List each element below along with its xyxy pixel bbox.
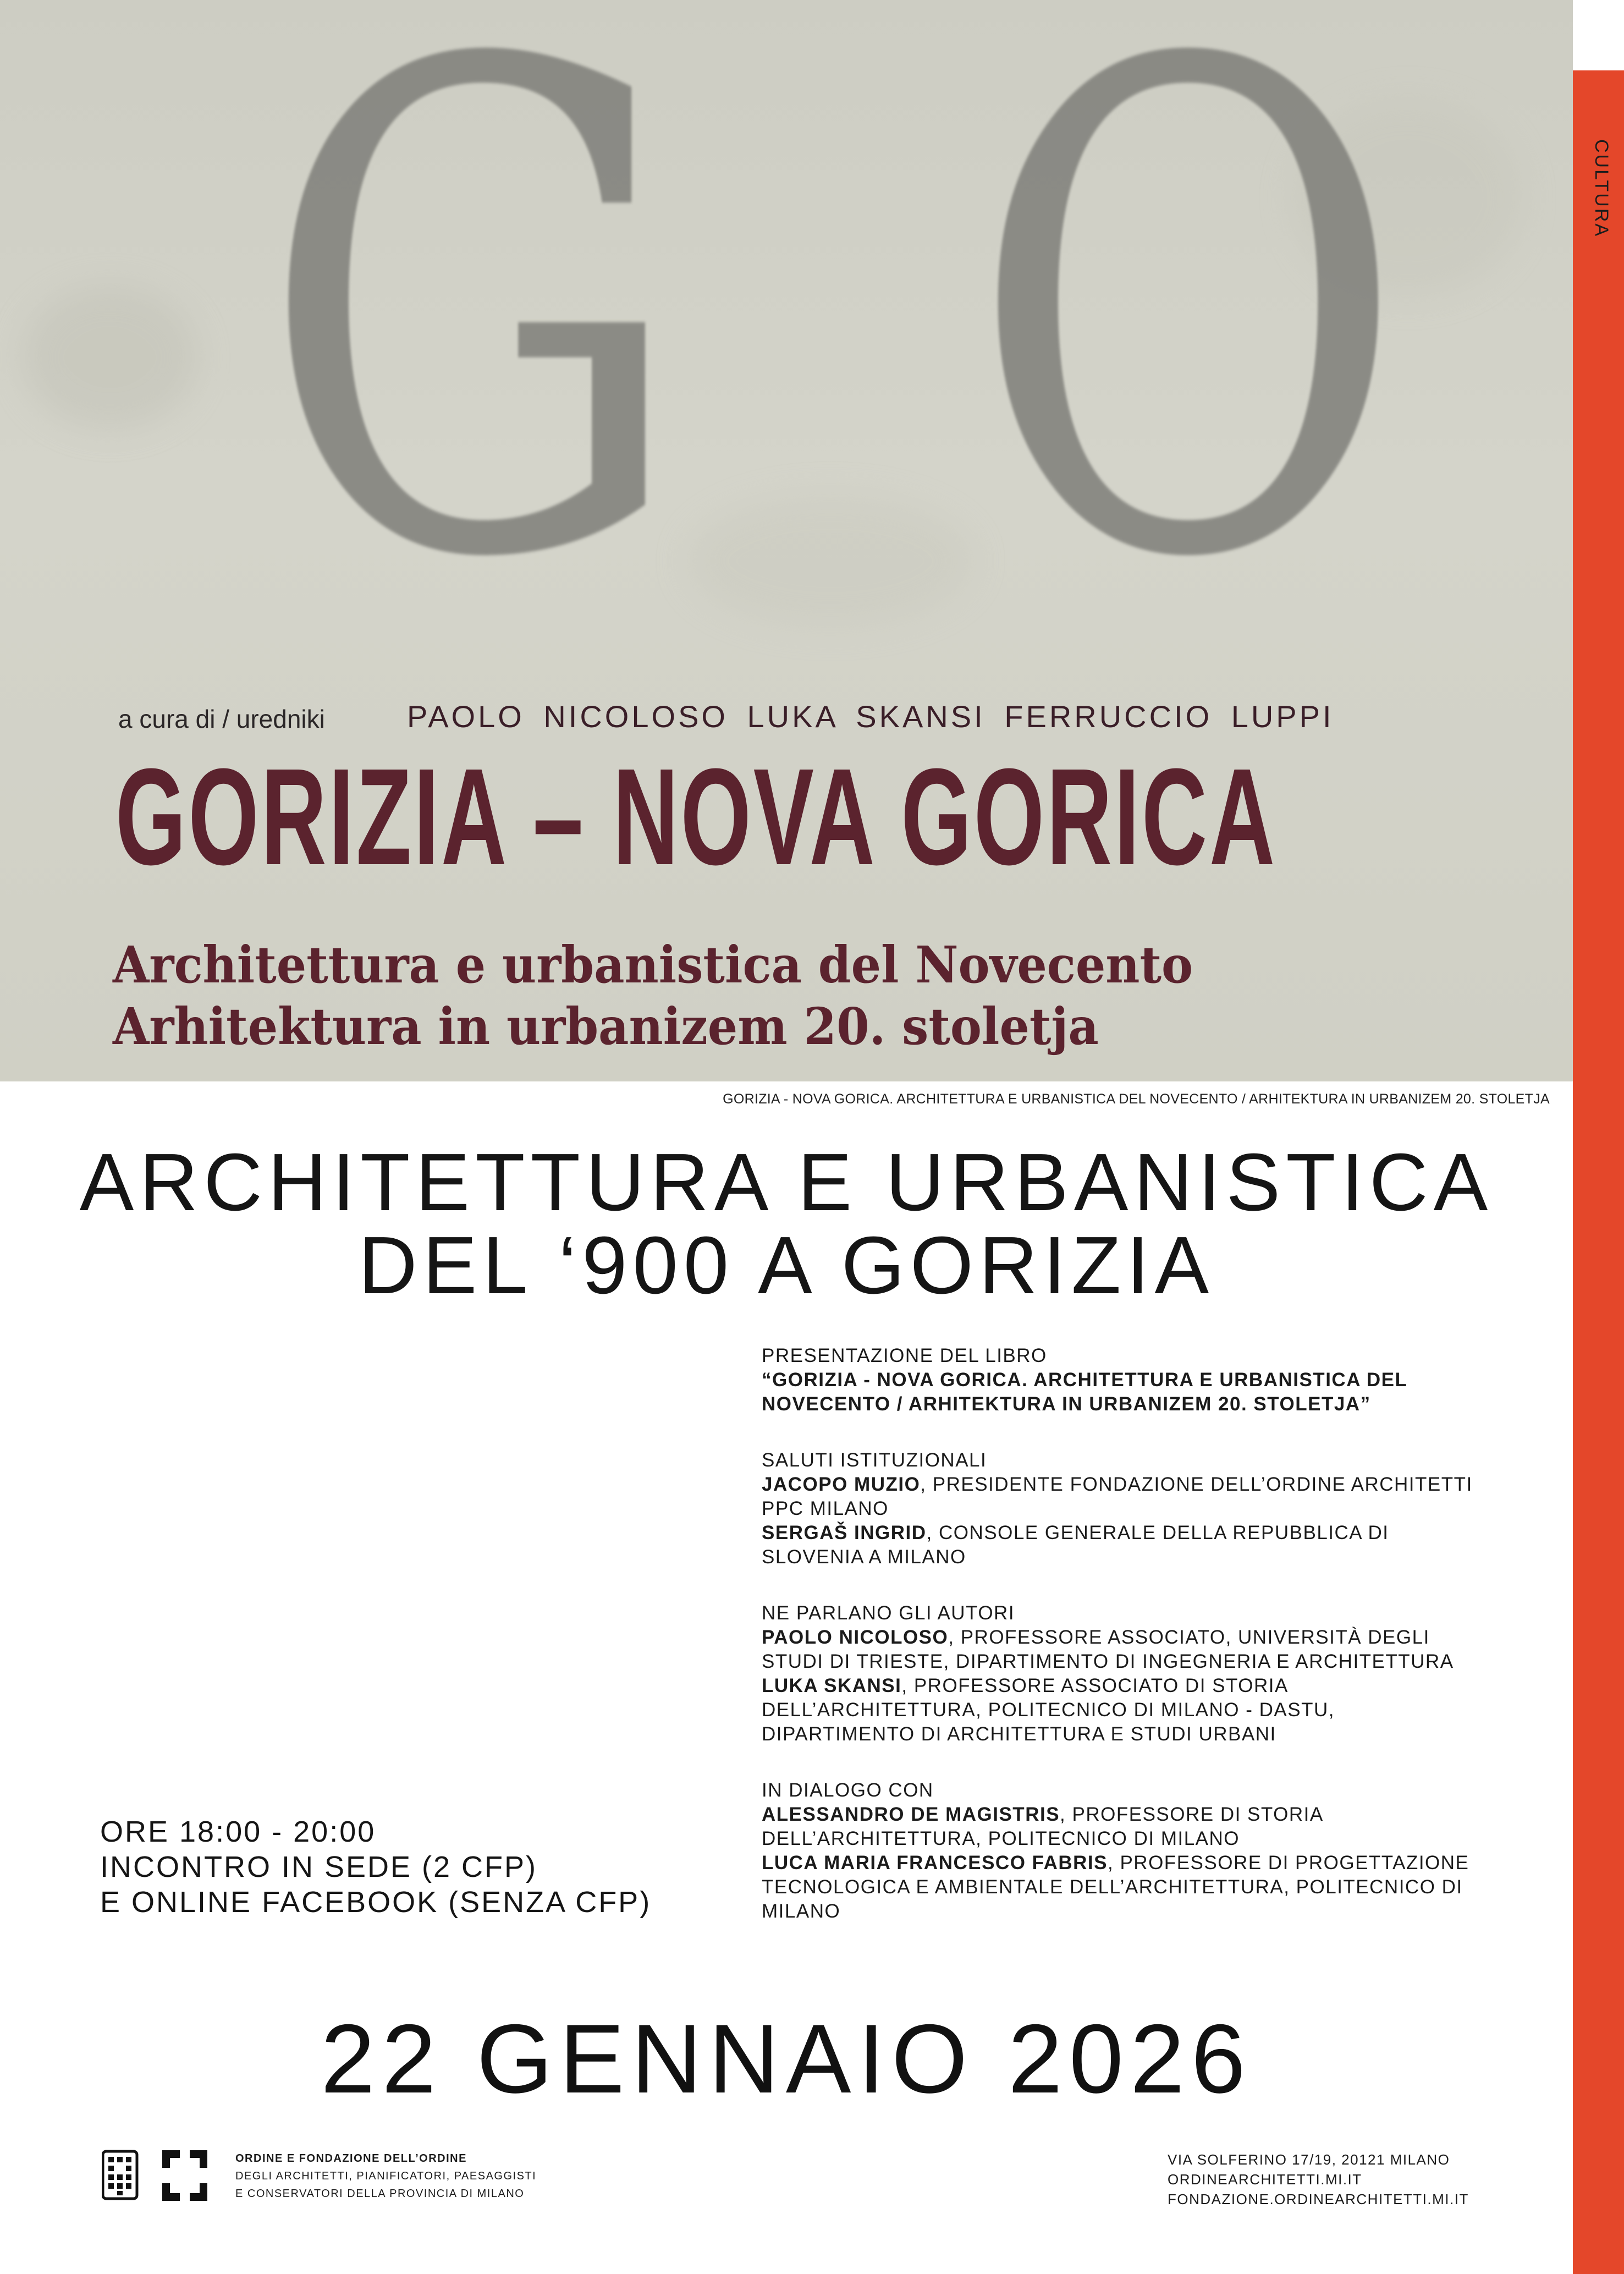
- address: VIA SOLFERINO 17/19, 20121 MILANO: [1168, 2151, 1450, 2168]
- event-time: ORE 18:00 - 20:00: [100, 1815, 376, 1848]
- logos-svg: [102, 2148, 212, 2203]
- book-subtitle-slovenian: Arhitektura in urbanizem 20. stoletja: [113, 997, 1099, 1056]
- presentation-book-title: “GORIZIA - NOVA GORICA. ARCHITETTURA E URBANISTICA DEL NOVECENTO / ARHITEKTURA IN URBANIZEM 20. STOLETJA”: [762, 1369, 1407, 1415]
- fondazione-logo-icon: [162, 2150, 207, 2201]
- image-caption: GORIZIA - NOVA GORICA. ARCHITETTURA E URBANISTICA DEL NOVECENTO / ARHITEKTURA IN URBANIZEM 20. STOLETJA: [723, 1091, 1550, 1107]
- event-date: 22 GENNAIO 2026: [321, 2004, 1252, 2113]
- authors-heading: NE PARLANO GLI AUTORI: [762, 1602, 1015, 1624]
- speaker-role: , PROFESSORE ASSOCIATO, UNIVERSITÀ DEGLI STUDI DI TRIESTE, DIPARTIMENTO DI INGEGNERIA E ARCHITETTURA: [762, 1627, 1454, 1672]
- organization-name: ORDINE E FONDAZIONE DELL’ORDINE: [235, 2152, 467, 2165]
- greetings-heading: SALUTI ISTITUZIONALI: [762, 1449, 987, 1471]
- foundation-website-link[interactable]: FONDAZIONE.ORDINEARCHITETTI.MI.IT: [1168, 2191, 1469, 2207]
- presentation-intro: PRESENTAZIONE DEL LIBRO: [762, 1345, 1047, 1366]
- schedule: [100, 1814, 651, 1920]
- dialogue-heading: IN DIALOGO CON: [762, 1779, 934, 1801]
- speaker-role: , PRESIDENTE FONDAZIONE DELL’ORDINE ARCHITETTI PPC MILANO: [762, 1474, 1473, 1519]
- organization-line-3: E CONSERVATORI DELLA PROVINCIA DI MILANO: [235, 2188, 525, 2200]
- paper-stain: [687, 495, 973, 627]
- ordine-logo-icon: [103, 2151, 137, 2199]
- cover-image: [0, 0, 1573, 1081]
- contacts: [1168, 2150, 1469, 2209]
- speaker-role: , CONSOLE GENERALE DELLA REPUBBLICA DI SLOVENIA A MILANO: [762, 1522, 1389, 1568]
- speaker-role: , PROFESSORE DI PROGETTAZIONE TECNOLOGICA E AMBIENTALE DELL’ARCHITETTURA, POLITECNICO DI MILANO: [762, 1852, 1469, 1922]
- speaker-name: ALESSANDRO DE MAGISTRIS: [762, 1804, 1060, 1825]
- curated-by-label: a cura di / uredniki: [118, 705, 325, 733]
- event-venue: INCONTRO IN SEDE (2 CFP): [100, 1850, 538, 1883]
- presentation-block: [762, 1344, 1493, 1416]
- website-link[interactable]: ORDINEARCHITETTI.MI.IT: [1168, 2171, 1362, 2188]
- heading-line-2: DEL ‘900 A GORIZIA: [358, 1220, 1215, 1311]
- heading-line-1: ARCHITETTURA E URBANISTICA: [79, 1137, 1494, 1228]
- cover-authors: PAOLO NICOLOSO LUKA SKANSI FERRUCCIO LUPPI: [407, 699, 1334, 734]
- paper-stain: [22, 286, 198, 429]
- speaker-name: LUKA SKANSI: [762, 1675, 902, 1696]
- authors-block: [762, 1601, 1493, 1746]
- cover-letter-o: O: [968, 0, 1408, 704]
- cover-letter-g: G: [258, 0, 687, 704]
- speaker-name: PAOLO NICOLOSO: [762, 1627, 949, 1648]
- book-subtitle-italian: Architettura e urbanistica del Novecento: [113, 935, 1193, 995]
- category-label: CULTURA: [1591, 139, 1612, 238]
- organization-line-2: DEGLI ARCHITETTI, PIANIFICATORI, PAESAGGISTI: [235, 2170, 537, 2182]
- organization-info: [235, 2150, 536, 2202]
- speaker-role: , PROFESSORE ASSOCIATO DI STORIA DELL’ARCHITETTURA, POLITECNICO DI MILANO - DASTU, DIPARTIMENTO DI ARCHITETTURA E STUDI URBANI: [762, 1675, 1335, 1745]
- event-online: E ONLINE FACEBOOK (SENZA CFP): [100, 1886, 652, 1919]
- speaker-name: JACOPO MUZIO: [762, 1474, 921, 1495]
- dialogue-block: [762, 1778, 1493, 1924]
- event-heading: [0, 1137, 1573, 1311]
- greetings-block: [762, 1448, 1493, 1569]
- speaker-role: , PROFESSORE DI STORIA DELL’ARCHITETTURA, POLITECNICO DI MILANO: [762, 1804, 1323, 1849]
- footer-logos: [102, 2148, 212, 2205]
- speaker-name: LUCA MARIA FRANCESCO FABRIS: [762, 1852, 1108, 1874]
- program: [762, 1344, 1493, 1956]
- category-band: [1573, 70, 1624, 2274]
- speaker-name: SERGAŠ INGRID: [762, 1522, 927, 1544]
- book-title: GORIZIA – NOVA GORICA: [115, 740, 1278, 893]
